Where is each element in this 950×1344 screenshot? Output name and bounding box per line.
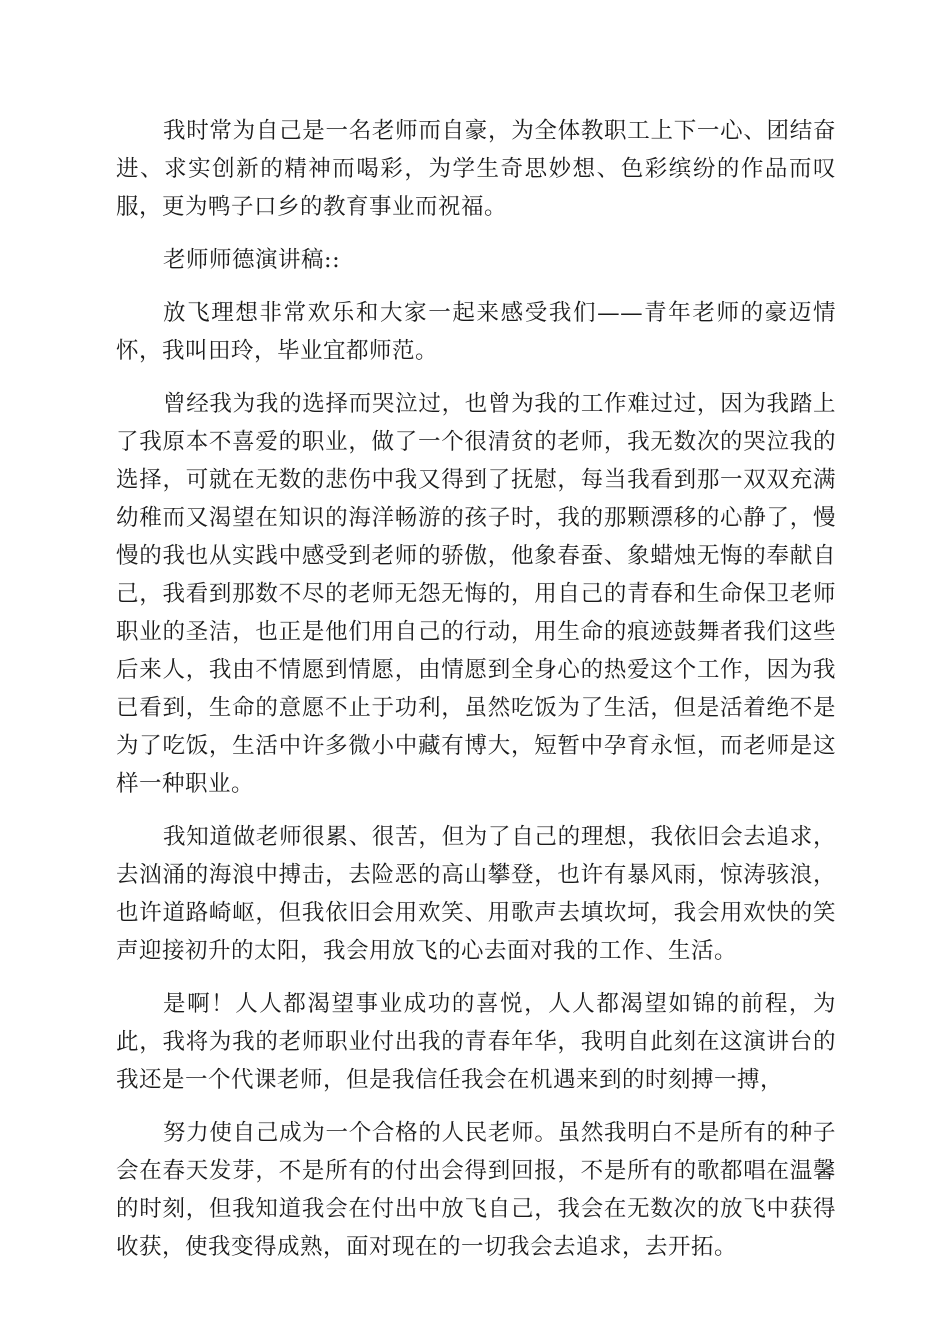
paragraph-3: 放飞理想非常欢乐和大家一起来感受我们——青年老师的豪迈情怀，我叫田玲，毕业宜都师范。	[116, 300, 836, 364]
paragraph-2-heading: 老师师德演讲稿::	[163, 247, 341, 273]
document-body	[116, 112, 836, 1281]
paragraph-1: 我时常为自己是一名老师而自豪，为全体教职工上下一心、团结奋进、求实创新的精神而喝彩，为学生奇思妙想、色彩缤纷的作品而叹服，更为鸭子口乡的教育事业而祝福。	[116, 118, 836, 220]
paragraph-5: 我知道做老师很累、很苦，但为了自己的理想，我依旧会去追求，去汹涌的海浪中搏击，去险恶的高山攀登，也许有暴风雨，惊涛骇浪，也许道路崎岖，但我依旧会用欢笑、用歌声去填坎坷，我会用欢快的笑声迎接初升的太阳，我会用放飞的心去面对我的工作、生活。	[116, 824, 836, 964]
paragraph-6: 是啊！人人都渴望事业成功的喜悦，人人都渴望如锦的前程，为此，我将为我的老师职业付出我的青春年华，我明自此刻在这演讲台的我还是一个代课老师，但是我信任我会在机遇来到的时刻搏一搏，	[116, 991, 836, 1093]
paragraph-7: 努力使自己成为一个合格的人民老师。虽然我明白不是所有的种子会在春天发芽，不是所有的付出会得到回报，不是所有的歌都唱在温馨的时刻，但我知道我会在付出中放飞自己，我会在无数次的放飞中获得收获，使我变得成熟，面对现在的一切我会去追求，去开拓。	[116, 1120, 836, 1260]
paragraph-4: 曾经我为我的选择而哭泣过，也曾为我的工作难过过，因为我踏上了我原本不喜爱的职业，做了一个很清贫的老师，我无数次的哭泣我的选择，可就在无数的悲伤中我又得到了抚慰，每当我看到那一双双充满幼稚而又渴望在知识的海洋畅游的孩子时，我的那颗漂移的心静了，慢慢的我也从实践中感受到老师的骄傲，他象春蚕、象蜡烛无悔的奉献自己，我看到那数不尽的老师无怨无悔的，用自己的青春和生命保卫老师职业的圣洁，也正是他们用自己的行动，用生命的痕迹鼓舞者我们这些后来人，我由不情愿到情愿，由情愿到全身心的热爱这个工作，因为我已看到，生命的意愿不止于功利，虽然吃饭为了生活，但是活着绝不是为了吃饭，生活中许多微小中藏有博大，短暂中孕育永恒，而老师是这样一种职业。	[116, 391, 836, 797]
